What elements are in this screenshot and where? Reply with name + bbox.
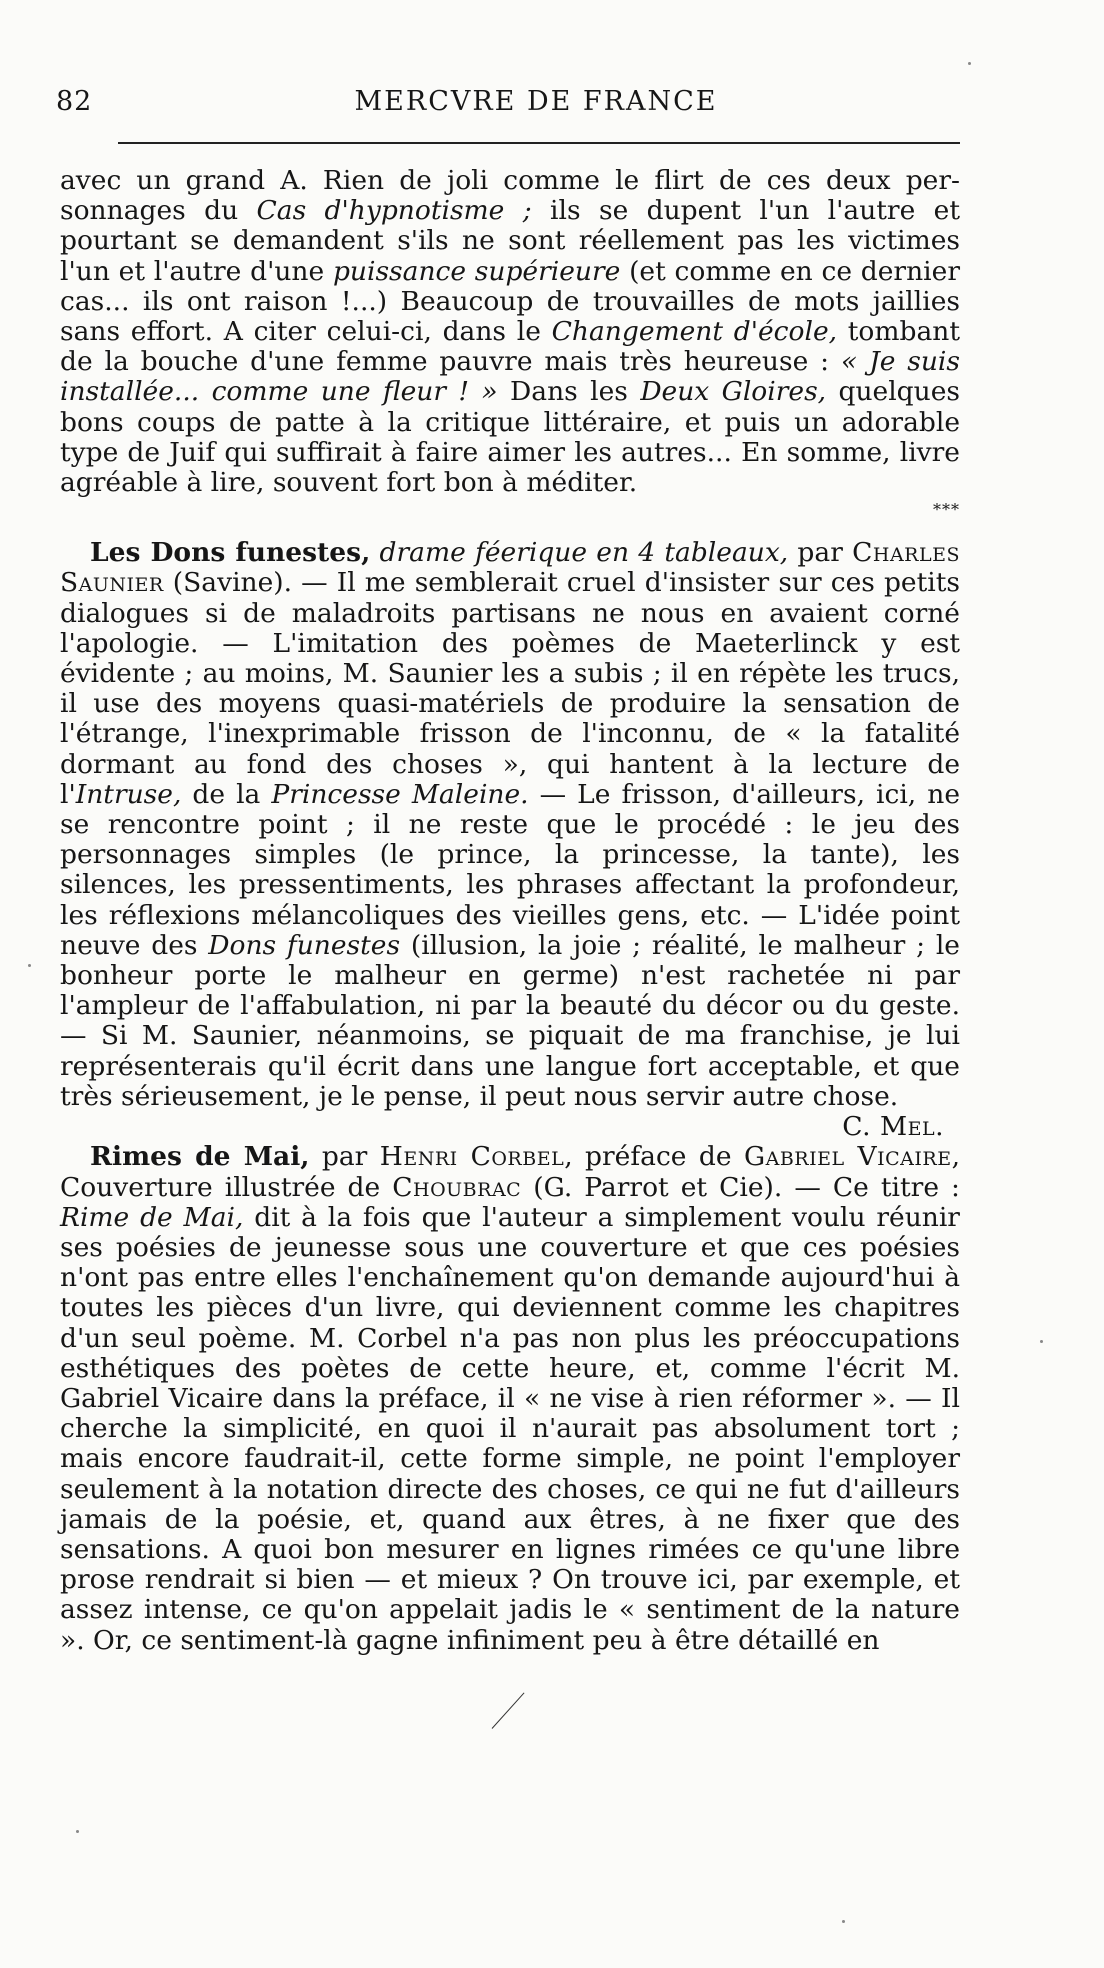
- paper-speck: [76, 1830, 79, 1833]
- princesse-title: Princesse Maleine.: [271, 778, 529, 810]
- paragraph-text: Dans les: [497, 376, 641, 408]
- quoted-phrase: « Je suis installée... comme une fleur ! »: [60, 346, 961, 408]
- review-title: Rimes de Mai,: [90, 1141, 310, 1173]
- review-text: (illusion, la joie ; réalité, le malheur ; le bonheur porte le malheur en germe) n'est rachetée ni par l'ampleur de l'affabulation, ni par la beauté du décor ou du geste. — Si M. Saunier, néanmoins, se piquait de ma franchise, je lui représenterais qu'il écrit dans une langue fort acceptable, et que très sérieusement, je le pense, il peut nous servir autre chose.: [60, 929, 960, 1112]
- paragraph-text: quelques bons coups de patte à la critique littéraire, et puis un adorable type de Juif qui suffirait à faire aimer les autres... En somme, livre agréable à lire, souvent fort bon à méditer.: [60, 376, 960, 499]
- review-signature: C. Mel.: [842, 1111, 944, 1143]
- spacer: [60, 522, 960, 538]
- paragraph-text: ils se dupent l'un l'autre et pourtant se demandent s'ils ne sont réellement pas les victimes l'un et l'autre d'une: [60, 195, 960, 287]
- puissance-phrase: puissance supérieure: [332, 255, 621, 287]
- paper-speck: [1040, 1340, 1043, 1343]
- intruse-title: Intruse,: [75, 778, 182, 810]
- review-author: Henri Corbel: [379, 1141, 565, 1173]
- title-quote: Rime de Mai,: [60, 1201, 244, 1233]
- paragraph-text: avec un grand A. Rien de joli comme le flirt de ces deux per-sonnages du: [60, 165, 960, 227]
- review-title: Les Dons funestes,: [90, 537, 371, 569]
- paragraph-continued: [60, 166, 960, 498]
- paper-speck: [842, 1920, 845, 1923]
- paper-speck: [28, 964, 31, 967]
- review-text: (G. Parrot et Cie). — Ce titre :: [521, 1171, 960, 1203]
- review-text: , préface de: [564, 1141, 744, 1173]
- review-text: par: [309, 1141, 380, 1173]
- review-dons-funestes: [60, 538, 960, 1112]
- review-text: par: [788, 537, 853, 569]
- section-separator: ***: [933, 500, 960, 520]
- review-rimes-de-mai: [60, 1142, 960, 1655]
- dons-title: Dons funestes: [208, 929, 401, 961]
- header-rule: [118, 142, 960, 144]
- paragraph-text: tombant de la bouche d'une femme pauvre mais très heureuse :: [60, 316, 960, 378]
- review-author: Charles Saunier: [60, 537, 960, 599]
- page-header: [56, 86, 956, 126]
- page-number: 82: [56, 86, 93, 117]
- illustrator-name: Choubrac: [392, 1171, 522, 1203]
- review-text: — Le frisson, d'ailleurs, ici, ne se rencontre point ; il ne reste que le procédé : le jeu des personnages simples (le prince, la princesse, la tante), les silences, les pressentiments, les phrases affectant la profondeur, les réflexions mélancoliques des vieilles gens, etc. — L'idée point neuve des: [60, 778, 960, 961]
- preface-author: Gabriel Vicaire: [743, 1141, 952, 1173]
- review-subtitle: drame féerique en 4 tableaux,: [379, 537, 789, 569]
- cas-title: Cas d'hypnotisme ;: [256, 195, 532, 227]
- running-title: MERCVRE DE FRANCE: [354, 86, 718, 117]
- review-text: de la: [181, 778, 272, 810]
- pen-stroke-mark: [492, 1692, 525, 1728]
- paper-speck: [968, 62, 971, 65]
- review-text: , Couverture illustrée de: [60, 1141, 961, 1203]
- paragraph-text: (et comme en ce dernier cas... ils ont raison !...) Beaucoup de trouvailles de mots jaillies sans effort. A citer celui-ci, dans le: [60, 255, 960, 348]
- review-text: dit à la fois que l'auteur a simplement voulu réunir ses poésies de jeunesse sous une couverture et que ces poésies n'ont pas entre elles l'enchaînement qu'on demande aujourd'hui à toutes les pièces d'un livre, qui deviennent comme les chapitres d'un seul poème. M. Corbel n'a pas non plus les préoccupations esthétiques des poètes de cette heure, et, comme l'écrit M. Gabriel Vicaire dans la préface, il « ne vise à rien réformer ». — Il cherche la simplicité, en quoi il n'aurait pas absolument tort ; mais encore faudrait-il, cette forme simple, ne point l'employer seulement à la notation directe des choses, ce qui ne fut d'ailleurs jamais de la poésie, et, quand aux êtres, à ne fixer que des sensations. A quoi bon mesurer en lignes rimées ce qu'une libre prose rendrait si bien — et mieux ? On trouve ici, par exemple, et assez intense, ce qu'on appelait jadis le « sentiment de la nature ». Or, ce sentiment-là gagne infiniment peu à être détaillé en: [60, 1201, 960, 1656]
- changement-title: Changement d'école,: [551, 316, 838, 348]
- deux-gloires-title: Deux Gloires,: [640, 376, 827, 408]
- text-column: [60, 166, 960, 1656]
- review-text: (Savine). — Il me semblerait cruel d'insister sur ces petits dialogues si de maladroits partisans ne nous en avaient corné l'apologie. — L'imitation des poèmes de Maeterlinck y est évidente ; au moins, M. Saunier les a subis ; il en répète les trucs, il use des moyens quasi-matériels de produire la sensation de l'étrange, l'inexprimable frisson de l'inconnu, de « la fatalité dormant au fond des choses », qui hantent à la lecture de l': [60, 567, 960, 810]
